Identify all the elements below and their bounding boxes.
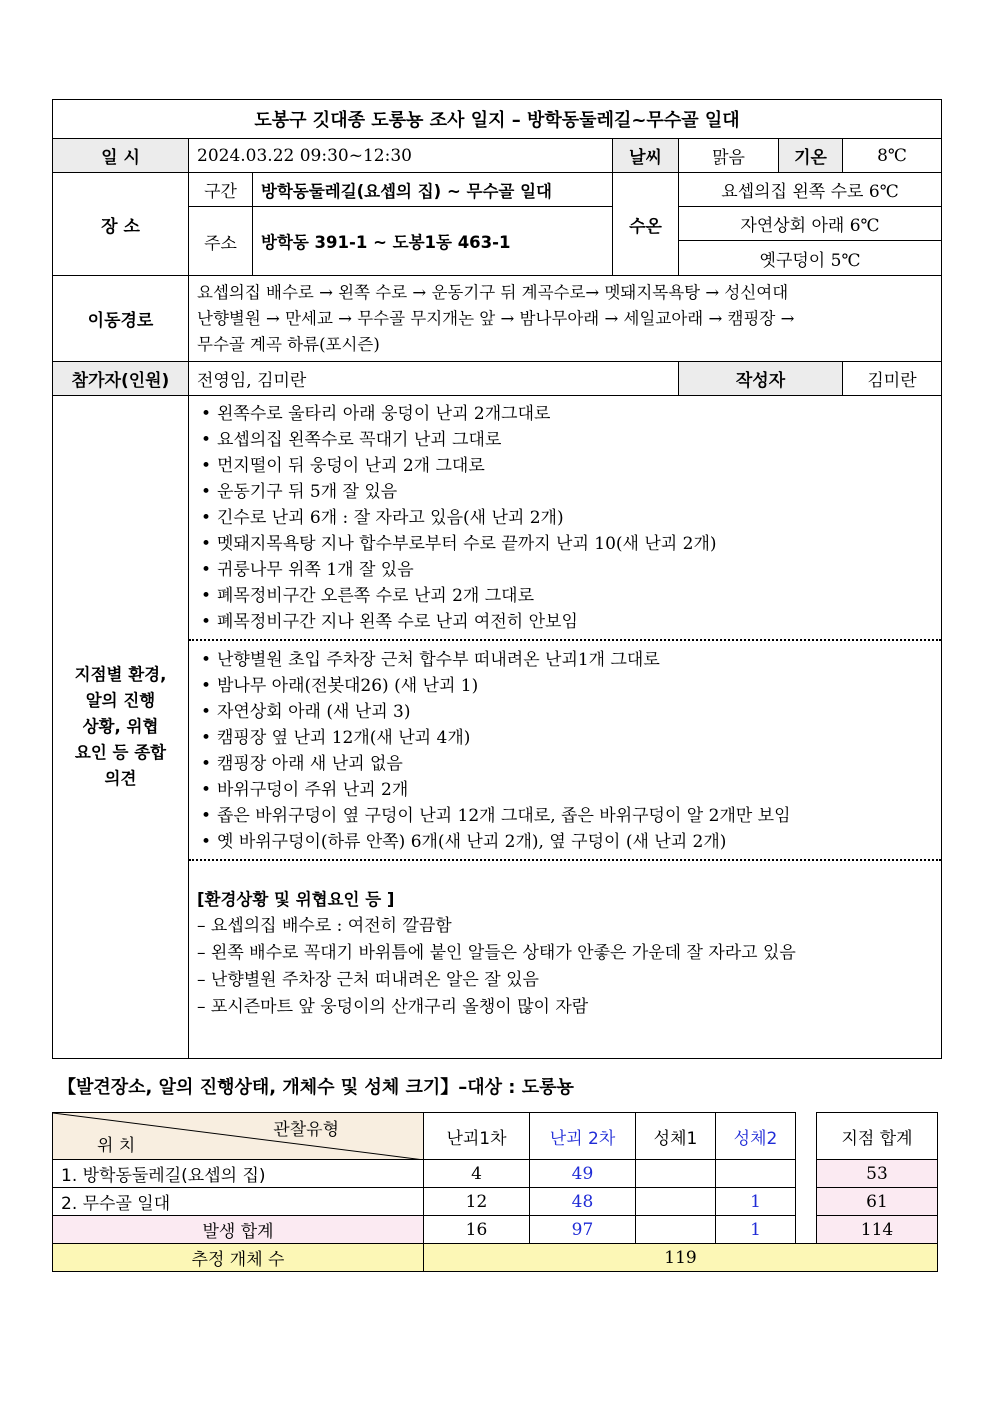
opinion-label-line: 요인 등 종합 (74, 743, 167, 762)
table-cell: 4 (424, 1160, 530, 1188)
observation-item: • 난향별원 초입 주차장 근처 합수부 떠내려온 난괴1개 그대로 (197, 647, 941, 673)
gap-cell (796, 1216, 817, 1244)
survey-log-table (52, 99, 942, 1059)
table-cell: 97 (530, 1216, 636, 1244)
section-label: 구간 (189, 173, 253, 207)
environment-line: – 왼쪽 배수로 꼭대기 바위틈에 붙인 알들은 상태가 안좋은 가운데 잘 자라고 있음 (197, 943, 796, 963)
observation-item: • 요셉의집 왼쪽수로 꼭대기 난괴 그대로 (197, 427, 941, 453)
observation-item: • 캠핑장 옆 난괴 12개(새 난괴 4개) (197, 725, 941, 751)
corner-header (53, 1113, 424, 1160)
table-cell: 48 (530, 1188, 636, 1216)
observation-item: • 폐목정비구간 지나 왼쪽 수로 난괴 여전히 안보임 (197, 609, 941, 635)
gap-cell (796, 1188, 817, 1216)
corner-top-label: 관찰유형 (273, 1120, 339, 1140)
route-line-2: 난향별원 → 만세교 → 무수골 무지개논 앞 → 밤나무아래 → 세일교아래 → 캠핑장 → (197, 308, 795, 328)
table-cell: 1 (716, 1188, 796, 1216)
table-cell: 49 (530, 1160, 636, 1188)
gap-cell (796, 1160, 817, 1188)
summary-heading: 【발견장소, 알의 진행상태, 개체수 및 성체 크기】–대상 : 도롱뇽 (58, 1077, 574, 1098)
table-cell (716, 1160, 796, 1188)
location-label: 장 소 (53, 173, 189, 276)
grand-total: 114 (817, 1216, 938, 1244)
observation-item: • 옛 바위구덩이(하류 안쪽) 6개(새 난괴 2개), 옆 구덩이 (새 난괴 2개) (197, 829, 941, 855)
section-value: 방학동둘레길(요셉의 집) ~ 무수골 일대 (253, 173, 613, 207)
observation-item: • 밤나무 아래(전봇대26) (새 난괴 1) (197, 673, 941, 699)
table-cell: 16 (424, 1216, 530, 1244)
location-row-name: 1. 방학동둘레길(요셉의 집) (53, 1160, 424, 1188)
column-header: 난괴1차 (424, 1113, 530, 1160)
estimate-value: 119 (424, 1244, 938, 1272)
environment-title: [환경상황 및 위협요인 등 ] (197, 890, 395, 909)
table-cell: 12 (424, 1188, 530, 1216)
row-total: 53 (817, 1160, 938, 1188)
opinion-label-line: 알의 진행 (85, 691, 156, 710)
route-value (189, 276, 942, 362)
environment-line: – 포시즌마트 앞 웅덩이의 산개구리 올챙이 많이 자람 (197, 997, 589, 1017)
observation-item: • 좁은 바위구덩이 옆 구덩이 난괴 12개 그대로, 좁은 바위구덩이 알 2개만 보임 (197, 803, 941, 829)
sum-row-label: 발생 합계 (53, 1216, 424, 1244)
observation-item: • 캠핑장 아래 새 난괴 없음 (197, 751, 941, 777)
row-total: 61 (817, 1188, 938, 1216)
water-temp-reading-1: 요셉의집 왼쪽 수로 6℃ (679, 173, 942, 207)
date-label: 일 시 (53, 139, 189, 173)
opinion-label-line: 지점별 환경, (74, 665, 167, 684)
table-cell: 1 (716, 1216, 796, 1244)
table-cell (636, 1188, 716, 1216)
location-row-name: 2. 무수골 일대 (53, 1188, 424, 1216)
column-header: 성체2 (716, 1113, 796, 1160)
route-line-3: 무수골 계곡 하류(포시즌) (197, 334, 380, 354)
gap-cell (796, 1113, 817, 1160)
observation-item: • 귀룽나무 위쪽 1개 잘 있음 (197, 557, 941, 583)
route-line-1: 요셉의집 배수로 → 왼쪽 수로 → 운동기구 뒤 계곡수로→ 멧돼지목욕탕 → 성신여대 (197, 282, 789, 302)
environment-section (189, 859, 941, 1025)
address-label: 주소 (189, 207, 253, 276)
opinion-content (189, 396, 942, 1059)
water-temp-reading-2: 자연상회 아래 6℃ (679, 207, 942, 241)
weather-label: 날씨 (613, 139, 679, 173)
observation-item: • 바위구덩이 주위 난괴 2개 (197, 777, 941, 803)
column-header: 난괴 2차 (530, 1113, 636, 1160)
participants-value: 전영임, 김미란 (189, 362, 679, 396)
address-value: 방학동 391-1 ~ 도봉1동 463-1 (253, 207, 613, 276)
environment-line: – 난향별원 주차장 근처 떠내려온 알은 잘 있음 (197, 970, 539, 990)
observation-item: • 자연상회 아래 (새 난괴 3) (197, 699, 941, 725)
observation-item: • 운동기구 뒤 5개 잘 있음 (197, 479, 941, 505)
column-header: 성체1 (636, 1113, 716, 1160)
opinion-label-line: 의견 (104, 769, 137, 788)
opinion-label-line: 상황, 위협 (82, 717, 159, 736)
author-value: 김미란 (843, 362, 942, 396)
estimate-label: 추정 개체 수 (53, 1244, 424, 1272)
total-column-header: 지점 합계 (817, 1113, 938, 1160)
environment-line: – 요셉의집 배수로 : 여전히 깔끔함 (197, 916, 452, 936)
observation-group-2 (189, 639, 941, 859)
observation-item: • 폐목정비구간 오른쪽 수로 난괴 2개 그대로 (197, 583, 941, 609)
table-cell (636, 1160, 716, 1188)
air-temp-label: 기온 (779, 139, 843, 173)
author-label: 작성자 (679, 362, 843, 396)
route-label: 이동경로 (53, 276, 189, 362)
weather-value: 맑음 (679, 139, 779, 173)
document-title: 도봉구 깃대종 도롱뇽 조사 일지 – 방학동둘레길~무수골 일대 (53, 100, 942, 139)
date-value: 2024.03.22 09:30~12:30 (189, 139, 613, 173)
observation-item: • 왼쪽수로 울타리 아래 웅덩이 난괴 2개그대로 (197, 401, 941, 427)
observation-group-1 (189, 396, 941, 639)
air-temp-value: 8℃ (843, 139, 942, 173)
observation-item: • 먼지떨이 뒤 웅덩이 난괴 2개 그대로 (197, 453, 941, 479)
opinion-label (53, 396, 189, 1059)
table-cell (636, 1216, 716, 1244)
corner-bottom-label: 위 치 (97, 1136, 136, 1156)
water-temp-reading-3: 옛구덩이 5℃ (679, 241, 942, 276)
observation-item: • 멧돼지목욕탕 지나 합수부로부터 수로 끝까지 난괴 10(새 난괴 2개) (197, 531, 941, 557)
participants-label: 참가자(인원) (53, 362, 189, 396)
observation-item: • 긴수로 난괴 6개 : 잘 자라고 있음(새 난괴 2개) (197, 505, 941, 531)
water-temp-label: 수온 (613, 173, 679, 276)
summary-table (52, 1112, 938, 1272)
